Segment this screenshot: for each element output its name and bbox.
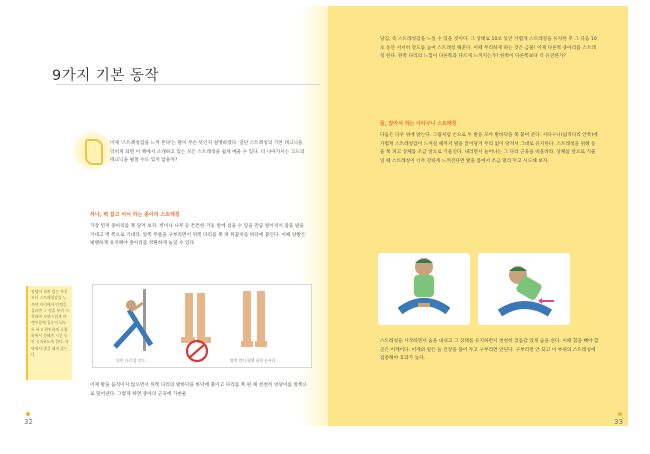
side-note: 엉덩이 위치 있는 부분부터 스트레칭감을 느껴야 자리에서 안정을 살피면 그 힘을 부터 시작하여 자연스럽게 아랫부분에 집중이 되도록 하고 편안하게 호흡하면서 정해진 시간 동안 유지하도록 한다. 바닥에서 발을 떼지 않는다.: [26, 286, 72, 380]
page-dot-right: [618, 412, 622, 416]
top-paragraph: 당김, 즉 스트레칭감을 느낄 수 있을 것이다. 그 상태로 10초 동안 가볍게 스트레칭을 유지한 후 그 다음 10초 동안 서서히 강도를 높여 스트레칭 해준다. 이때 무리하게 하는 것은 금물! 이제 다른쪽 종아리를 스트레칭 한다. 한쪽 다리의 느낌이 다른쪽과 다르게 느껴지는가? 한쪽이 다른쪽보다 더 유연한가?: [380, 37, 597, 60]
section-heading-1: 하나, 벽 잡고 서서 하는 종아리 스트레칭: [90, 212, 180, 218]
figure-caption-1: 뒤쪽 다리 발 각도: [116, 358, 146, 363]
page-dot: [26, 412, 30, 416]
section-heading-2: 둘, 앉아서 하는 사타구니 스트레칭: [380, 121, 457, 127]
bottom-paragraph: 이제 발을 움직이지 않으면서 뒤쪽 다리의 발바닥을 바닥에 붙이고 다리를 쭉 편 채 천천히 엉덩이를 앞쪽으로 밀어낸다. 그렇게 하면 종아리 근육에 가벼운: [90, 383, 308, 397]
bottom-paragraph-right: 스트레칭을 시작하면서 숨을 내쉬고 그 상태를 유지하면서 천천히 리듬감 있게 숨을 쉰다. 이때 힘을 빼야 할 곳은 어깨이다. 어깨와 팔은 늘 긴장을 풀어 두고 구부리면 안된다. 구부리면 안 되고 이 부위의 스트레칭에 집중해야 효과가 높다.: [380, 339, 599, 362]
groin-stretch-illustration-1: [378, 253, 470, 325]
page-number-right: 33: [614, 418, 623, 426]
groin-stretch-figure-upright: [378, 253, 470, 325]
stretch-figure-icon: [73, 131, 113, 171]
page-title: 9가지 기본 동작: [52, 68, 159, 84]
calf-stretch-figure: [92, 284, 312, 368]
intro-paragraph: 이제 '스트레칭감을 느껴 본다'는 말이 무슨 뜻인지 설명하겠다. 일단 스트레칭의 기본 테크닉을 익히게 되면 이 책에서 소개하고 있는 모든 스트레칭을 쉽게 배울 수 있다. 더 나아가서는 고도의 테크닉을 펼칠 수도 있지 않을까?: [110, 141, 305, 164]
section-paragraph-2: 다음은 다우 위에 앉는다. 그림처럼 손으로 두 발을 모아 발바닥을 쭉 붙여 준다. 사타구니(넓적다리 안쪽)에 가볍게 스트레칭감이 느껴질 때까지 발을 끌어당겨 무리 없이 당겨서 그대로 유지한다. 스트레칭을 위해 등을 쭉 펴고 상체를 조금 앞으로 기울인다. 내리면서 늘어나는 그 다리 근육을 떠올려라. 상체를 앞으로 기울일 때 스트레칭이 너무 강하게 느껴진다면 발을 몸에서 조금 멀리 두고 시도해 보자.: [380, 133, 598, 164]
groin-stretch-figure-leaning: [478, 253, 570, 325]
figure-caption-2: 양쪽 발이 평행 하게 놓아라: [230, 358, 276, 363]
title-divider: [56, 84, 320, 85]
section-paragraph-1: 가장 먼저 종아리를 쭉 당겨 보자. 벽이나 나무 등 튼튼한 기둥 앞에 섰을 수 있을 만큼 떨어져서 잡을 팔을 기대고 벽 쪽으로 기대라. 앞쪽 무릎을 구부리면서 뒤쪽 다리를 쭉 펴 뒤꿈치를 바닥에 붙인다. 이때 양발은 평행하게 유지해야 종아리를 정확하게 늘일 수 있다.: [90, 224, 306, 247]
right-page: [328, 6, 628, 426]
calf-stretch-illustration: [93, 285, 311, 367]
page-number-left: 32: [24, 418, 33, 426]
groin-stretch-illustration-2: [478, 253, 570, 325]
